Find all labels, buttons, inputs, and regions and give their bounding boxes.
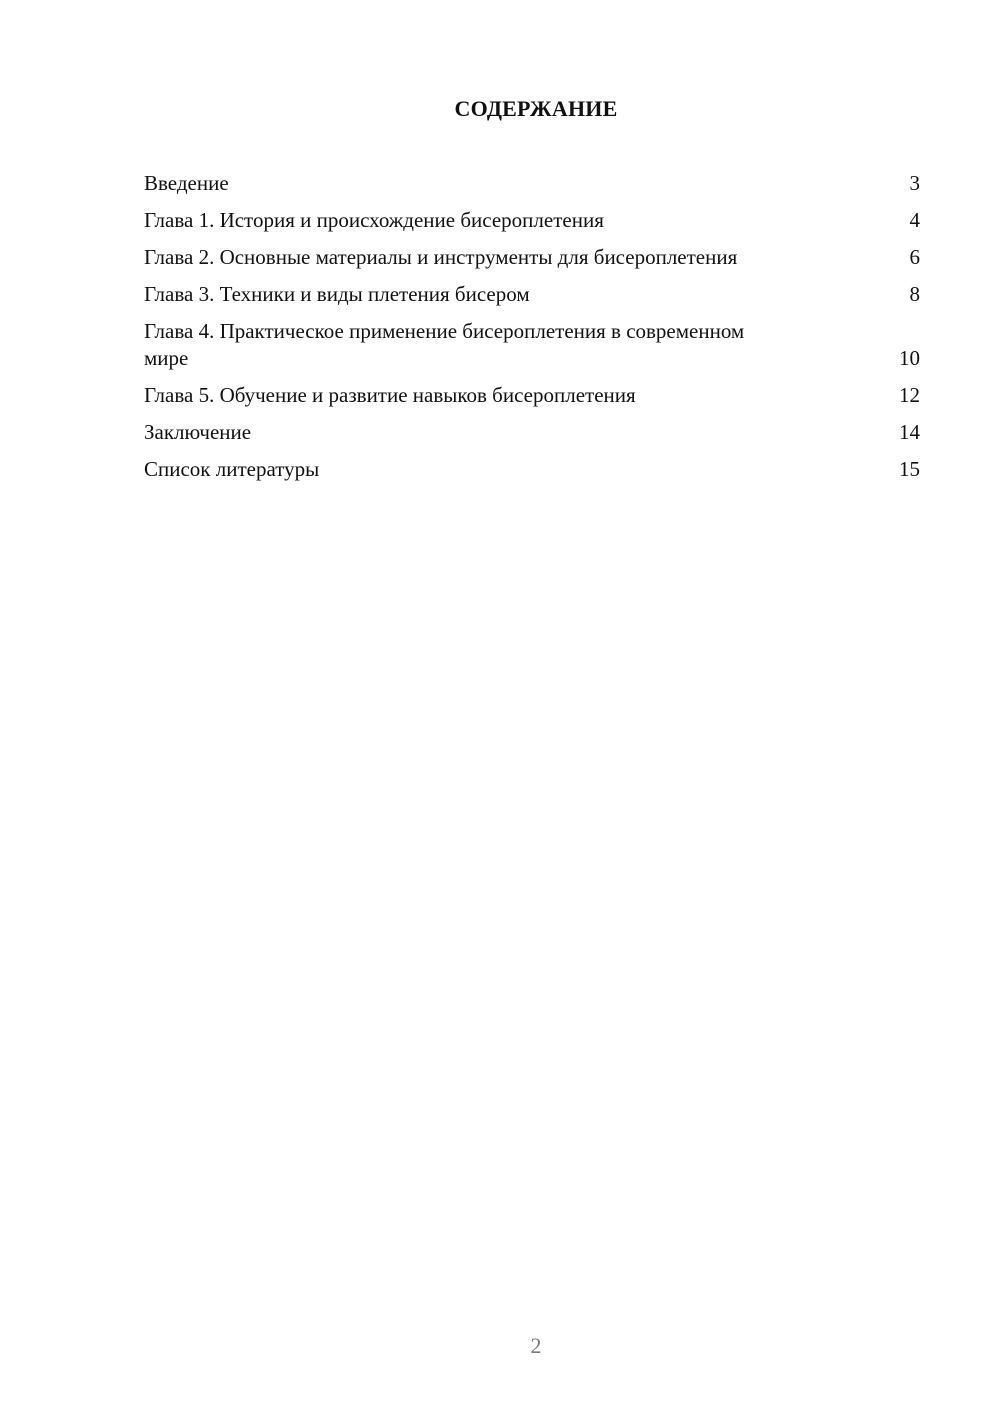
toc-entry-page: 6 [909,245,920,269]
toc-entry-chapter-1 [144,207,920,234]
toc-entry-page: 14 [899,420,920,444]
toc-entry-chapter-3 [144,281,920,308]
toc-entry-page: 10 [899,346,920,370]
toc-entry-chapter-4 [144,318,920,372]
toc-entry-text: Введение [144,171,229,195]
toc-entry-chapter-5 [144,382,920,409]
toc-entry-introduction [144,170,920,197]
page-number: 2 [530,1333,542,1358]
toc-title: СОДЕРЖАНИЕ [454,96,618,121]
toc-entry-text: Глава 3. Техники и виды плетения бисером [144,282,530,306]
toc-entry-conclusion [144,419,920,446]
toc-entry-text: Список литературы [144,457,320,481]
toc-entry-text: Глава 5. Обучение и развитие навыков бисероплетения [144,383,636,407]
toc-entry-page: 12 [899,383,920,407]
toc-entry-page: 15 [899,457,920,481]
table-of-contents [144,170,920,493]
toc-entry-chapter-2 [144,244,920,271]
toc-entry-text: Глава 2. Основные материалы и инструменты для бисероплетения [144,245,738,269]
toc-entry-references [144,456,920,483]
toc-entry-page: 4 [909,208,920,232]
toc-entry-text: Глава 4. Практическое применение бисероплетения в современном мире [144,319,745,370]
toc-entry-text: Глава 1. История и происхождение бисероплетения [144,208,604,232]
toc-entry-text: Заключение [144,420,252,444]
toc-entry-page: 3 [909,171,920,195]
toc-entry-page: 8 [909,282,920,306]
